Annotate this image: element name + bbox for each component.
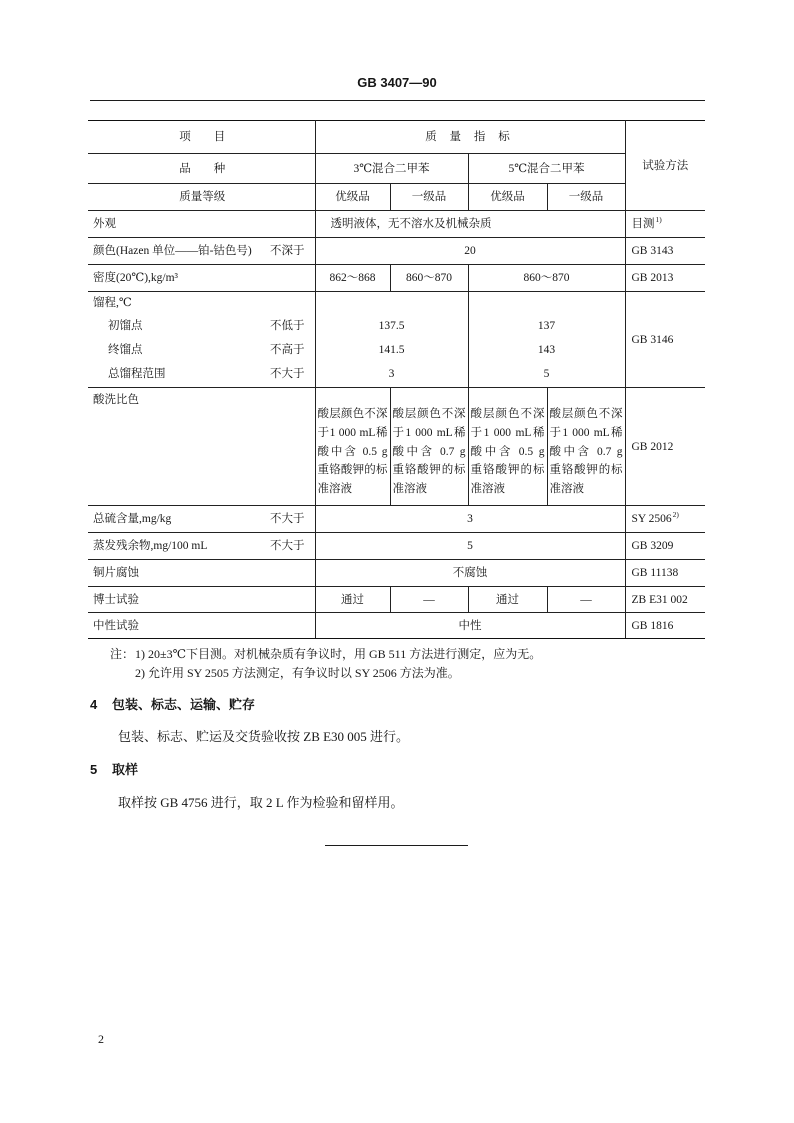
header-method-label: 试验方法 (625, 121, 705, 211)
header-item-label: 项 目 (88, 121, 315, 154)
row-item-cell (88, 533, 315, 560)
sub-item-label: 总馏程范围 (108, 368, 166, 380)
distillation-values-3c (315, 292, 468, 388)
cell-line: 酸层颜色不深 (549, 408, 623, 421)
method-text: 目测 (631, 218, 655, 230)
row-method (625, 506, 705, 533)
item-with-limit (93, 244, 312, 258)
row-method: GB 1816 (625, 613, 705, 639)
sub-value: 137.5 (378, 320, 405, 332)
row-item-label: 铜片腐蚀 (88, 560, 315, 587)
cell-line: 酸层颜色不深 (317, 408, 388, 421)
row-value: 通过 (468, 587, 547, 613)
section-title: 包装、标志、运输、贮存 (112, 697, 256, 712)
sub-item (93, 338, 312, 362)
cell-line: 重铬酸钾的标 (549, 464, 623, 477)
row-value: 862～868 (315, 265, 390, 292)
table-row-appearance (88, 211, 705, 238)
table-notes (110, 645, 541, 683)
notes-list (135, 645, 541, 683)
header-indicator-label: 质 量 指 标 (315, 121, 625, 154)
cell-line: 准溶液 (317, 483, 352, 496)
cell-line: 酸中含 0.7 g (549, 445, 623, 458)
section-heading (90, 697, 255, 713)
row-item-label: 密度(20℃),kg/m³ (88, 265, 315, 292)
table-header-row (88, 154, 705, 184)
row-value: 不腐蚀 (315, 560, 625, 587)
row-item-label: 蒸发残余物,mg/100 mL (93, 540, 208, 552)
row-method (625, 211, 705, 238)
header-variety-label: 品 种 (88, 154, 315, 184)
table-header-row (88, 184, 705, 211)
row-limit-label: 不大于 (270, 513, 305, 525)
sub-item (93, 314, 312, 338)
sub-value: 141.5 (378, 344, 405, 356)
header-variety-5c: 5℃混合二甲苯 (468, 154, 625, 184)
table-row-color (88, 238, 705, 265)
table-row-copper (88, 560, 705, 587)
cell-line: 酸中含 0.5 g (317, 445, 388, 458)
table-row-density (88, 265, 705, 292)
row-method: GB 11138 (625, 560, 705, 587)
table-row-sulfur (88, 506, 705, 533)
notes-prefix: 注： (110, 647, 135, 661)
item-with-limit (93, 539, 312, 553)
row-method: ZB E31 002 (625, 587, 705, 613)
sub-item-label: 终馏点 (108, 344, 143, 356)
row-limit-label: 不深于 (270, 245, 305, 257)
cell-line: 酸层颜色不深 (470, 408, 545, 421)
end-rule (325, 845, 468, 846)
row-value: 中性 (315, 613, 625, 639)
item-with-limit (93, 512, 312, 526)
section-body: 包装、标志、贮运及交货验收按 ZB E30 005 进行。 (118, 729, 410, 744)
sub-limit-label: 不大于 (270, 368, 305, 380)
cell-line: 于1 000 mL稀 (392, 426, 466, 439)
cell-line: 酸中含 0.7 g (392, 445, 466, 458)
row-value: — (547, 587, 625, 613)
acid-wash-cell (315, 388, 390, 506)
document-code-header: GB 3407—90 (357, 75, 437, 90)
section-number: 5 (90, 762, 98, 777)
table-row-acid-wash (88, 388, 705, 506)
footnote-marker: 2) (672, 510, 679, 519)
row-item-label: 颜色(Hazen 单位——铂-钴色号) (93, 245, 252, 257)
row-method: GB 3143 (625, 238, 705, 265)
row-item-cell (88, 238, 315, 265)
row-method: GB 2013 (625, 265, 705, 292)
header-rule (90, 100, 705, 101)
table-row-neutral (88, 613, 705, 639)
acid-wash-cell (390, 388, 468, 506)
header-variety-3c: 3℃混合二甲苯 (315, 154, 468, 184)
row-value: 5 (315, 533, 625, 560)
table-row-doctor (88, 587, 705, 613)
header-grade: 优级品 (315, 184, 390, 211)
sub-item (93, 362, 312, 386)
acid-wash-cell (468, 388, 547, 506)
table-row-distillation (88, 292, 705, 388)
sub-value: 3 (388, 368, 395, 380)
acid-wash-cell (547, 388, 625, 506)
header-grade: 一级品 (547, 184, 625, 211)
page-number: 2 (98, 1032, 104, 1046)
cell-line: 准溶液 (392, 483, 427, 496)
header-grade: 一级品 (390, 184, 468, 211)
sub-item-label: 初馏点 (108, 320, 143, 332)
footnote-marker: 1) (655, 215, 662, 224)
section-title: 取样 (112, 762, 139, 777)
cell-line: 于1 000 mL稀 (317, 426, 388, 439)
section-body: 取样按 GB 4756 进行，取 2 L 作为检验和留样用。 (118, 795, 404, 810)
row-item-cell (88, 292, 315, 388)
table-row-evaporation (88, 533, 705, 560)
note-item: 1) 20±3℃下目测。对机械杂质有争议时，用 GB 511 方法进行测定，应为无。 (135, 647, 542, 661)
row-value: 透明液体，无不溶水及机械杂质 (315, 211, 625, 238)
row-item-label: 馏程,℃ (93, 297, 132, 309)
row-item-cell (88, 506, 315, 533)
header-grade: 优级品 (468, 184, 547, 211)
cell-line: 重铬酸钾的标 (317, 464, 388, 477)
row-value: 通过 (315, 587, 390, 613)
cell-line: 酸层颜色不深 (392, 408, 466, 421)
quality-spec-table (88, 120, 705, 639)
distillation-values-5c (468, 292, 625, 388)
sub-limit-label: 不高于 (270, 344, 305, 356)
cell-line: 准溶液 (470, 483, 505, 496)
row-method: GB 3146 (625, 292, 705, 388)
cell-line: 重铬酸钾的标 (470, 464, 545, 477)
note-item: 2) 允许用 SY 2505 方法测定，有争议时以 SY 2506 方法为准。 (135, 666, 460, 680)
table-header-row (88, 121, 705, 154)
sub-value: 5 (543, 368, 550, 380)
section-heading (90, 762, 138, 778)
row-value: 860～870 (468, 265, 625, 292)
row-value: 3 (315, 506, 625, 533)
row-item-label: 外观 (88, 211, 315, 238)
row-method: GB 2012 (625, 388, 705, 506)
row-value: 860～870 (390, 265, 468, 292)
header-grade-label: 质量等级 (88, 184, 315, 211)
cell-line: 重铬酸钾的标 (392, 464, 466, 477)
row-limit-label: 不大于 (270, 540, 305, 552)
section-number: 4 (90, 697, 98, 712)
cell-line: 于1 000 mL稀 (549, 426, 623, 439)
row-item-label: 博士试验 (88, 587, 315, 613)
row-item-label: 中性试验 (88, 613, 315, 639)
row-item-cell (88, 388, 315, 506)
row-item-label: 总硫含量,mg/kg (93, 513, 172, 525)
method-text: SY 2506 (631, 513, 672, 525)
row-method: GB 3209 (625, 533, 705, 560)
row-value: — (390, 587, 468, 613)
cell-line: 酸中含 0.5 g (470, 445, 545, 458)
cell-line: 于1 000 mL稀 (470, 426, 545, 439)
spacer (472, 292, 622, 314)
sub-limit-label: 不低于 (270, 320, 305, 332)
spacer (319, 292, 465, 314)
cell-line: 准溶液 (549, 483, 584, 496)
sub-value: 143 (537, 344, 556, 356)
sub-value: 137 (537, 320, 556, 332)
row-item-label: 酸洗比色 (93, 394, 139, 406)
row-value: 20 (315, 238, 625, 265)
